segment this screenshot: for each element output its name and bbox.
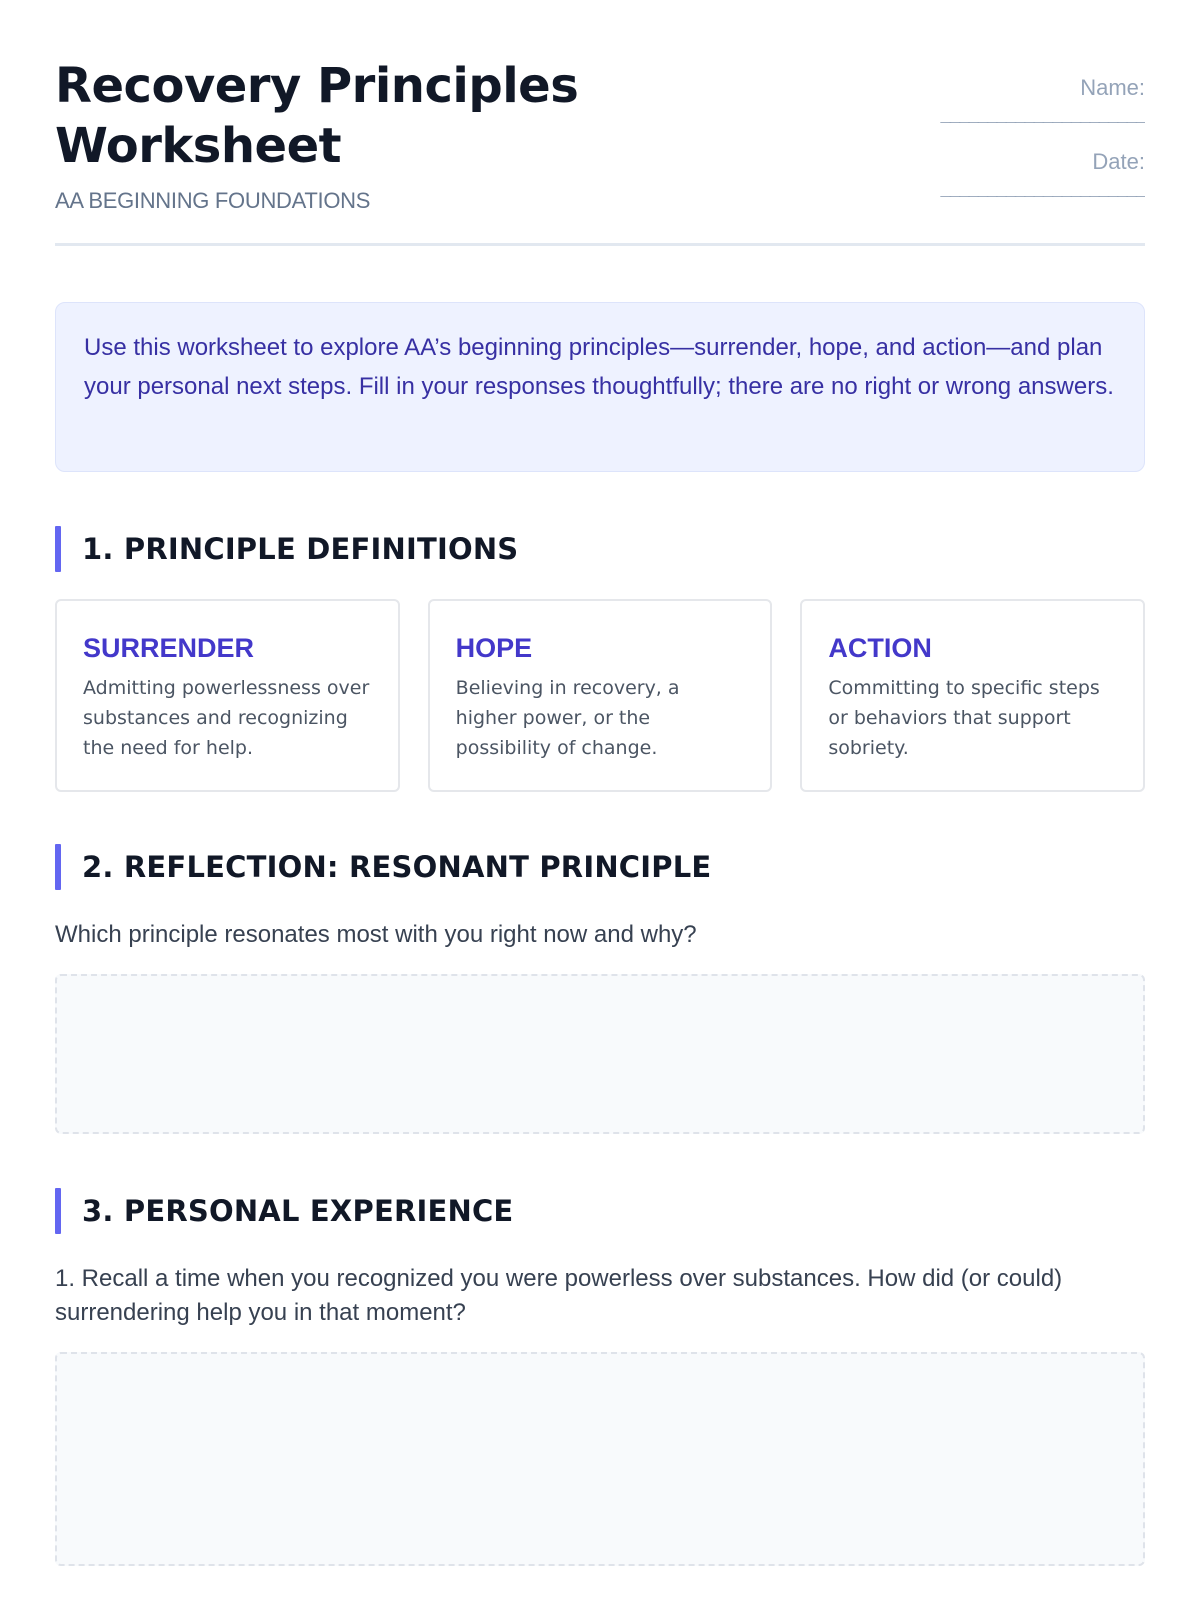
card-description: Admitting powerlessness over substances and recognizing the need for help.	[83, 677, 370, 759]
principle-cards	[55, 599, 1145, 792]
question-experience: 1. Recall a time when you recognized you were powerless over substances. How did (or could) surrendering help you in that moment?	[55, 1265, 1063, 1326]
name-line[interactable]: ______________________	[940, 107, 1145, 127]
card-title: HOPE	[455, 633, 533, 663]
intro-box: Use this worksheet to explore AA’s beginning principles—surrender, hope, and action—and plan your personal next steps. Fill in your responses thoughtfully; there are no right or wrong answers.	[55, 302, 1145, 472]
card-description: Committing to specific steps or behaviors that support sobriety.	[828, 677, 1100, 759]
section-heading-definitions	[55, 526, 1145, 572]
worksheet-header	[55, 56, 1145, 246]
date-field[interactable]	[845, 148, 1145, 222]
date-line[interactable]: ______________________	[940, 181, 1145, 201]
card-title: ACTION	[828, 633, 932, 663]
card-surrender	[55, 599, 400, 792]
page-title: Recovery Principles Worksheet	[55, 58, 579, 174]
card-description: Believing in recovery, a higher power, or the possibility of change.	[455, 677, 680, 759]
section-heading-reflection	[55, 844, 1145, 890]
page-subtitle: AA BEGINNING FOUNDATIONS	[55, 188, 371, 213]
date-label: Date:	[1092, 149, 1145, 174]
name-label: Name:	[1080, 75, 1145, 100]
section-accent-bar	[55, 526, 61, 572]
answer-box-reflection[interactable]	[55, 974, 1145, 1134]
card-action	[800, 599, 1145, 792]
name-field[interactable]	[845, 74, 1145, 148]
card-title: SURRENDER	[83, 633, 255, 663]
section-heading-text: 2. REFLECTION: RESONANT PRINCIPLE	[82, 850, 712, 884]
section-accent-bar	[55, 1188, 61, 1234]
section-heading-text: 3. PERSONAL EXPERIENCE	[82, 1194, 514, 1228]
section-accent-bar	[55, 844, 61, 890]
card-hope	[428, 599, 773, 792]
name-date-fields	[845, 74, 1145, 222]
section-heading-experience	[55, 1188, 1145, 1234]
answer-box-experience[interactable]	[55, 1352, 1145, 1566]
question-reflection: Which principle resonates most with you right now and why?	[55, 921, 697, 948]
section-heading-text: 1. PRINCIPLE DEFINITIONS	[82, 532, 519, 566]
